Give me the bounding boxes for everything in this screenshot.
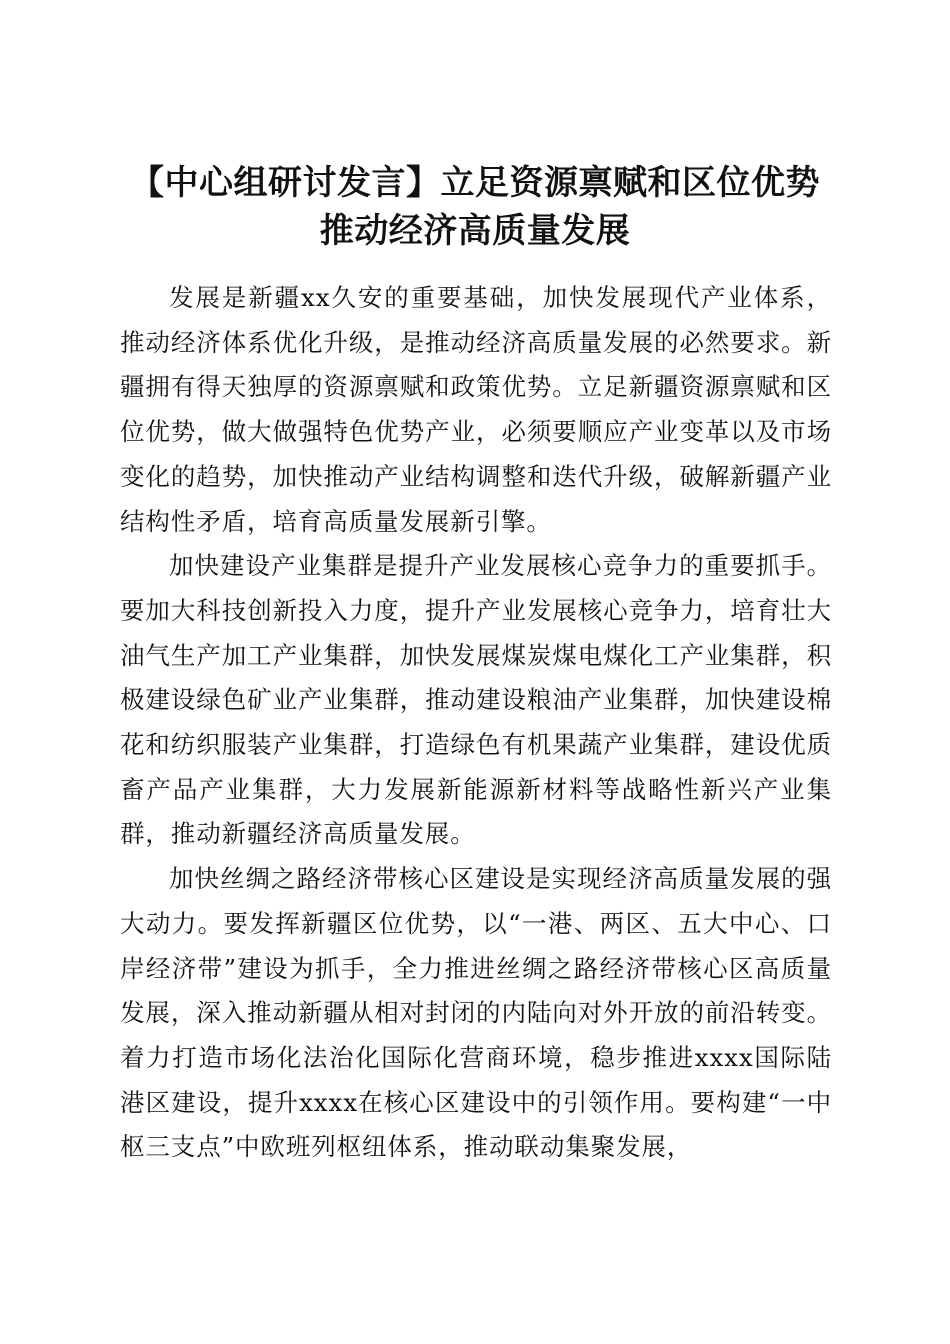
document-title xyxy=(100,159,850,255)
paragraph-3: 加快丝绸之路经济带核心区建设是实现经济高质量发展的强大动力。要发挥新疆区位优势，以“一港、两区、五大中心、口岸经济带”建设为抓手，全力推进丝绸之路经济带核心区高质量发展，深入推动新疆从相对封闭的内陆向对外开放的前沿转变。着力打造市场化法治化国际化营商环境，稳步推进xxxx国际陆港区建设，提升xxxx在核心区建设中的引领作用。要构建“一中枢三支点”中欧班列枢纽体系，推动联动集聚发展， xyxy=(120,864,832,1162)
title-line-1: 【中心组研讨发言】立足资源禀赋和区位优势 xyxy=(130,162,820,203)
paragraph-2: 加快建设产业集群是提升产业发展核心竞争力的重要抓手。要加大科技创新投入力度，提升产业发展核心竞争力，培育壮大油气生产加工产业集群，加快发展煤炭煤电煤化工产业集群，积极建设绿色矿业产业集群，推动建设粮油产业集群，加快建设棉花和纺织服装产业集群，打造绿色有机果蔬产业集群，建设优质畜产品产业集群，大力发展新能源新材料等战略性新兴产业集群，推动新疆经济高质量发展。 xyxy=(120,551,832,849)
title-line-2: 推动经济高质量发展 xyxy=(319,210,631,251)
document-body xyxy=(120,276,832,1170)
paragraph-1: 发展是新疆xx久安的重要基础，加快发展现代产业体系，推动经济体系优化升级，是推动经济高质量发展的必然要求。新疆拥有得天独厚的资源禀赋和政策优势。立足新疆资源禀赋和区位优势，做大做强特色优势产业，必须要顺应产业变革以及市场变化的趋势，加快推动产业结构调整和迭代升级，破解新疆产业结构性矛盾，培育高质量发展新引擎。 xyxy=(120,283,832,536)
